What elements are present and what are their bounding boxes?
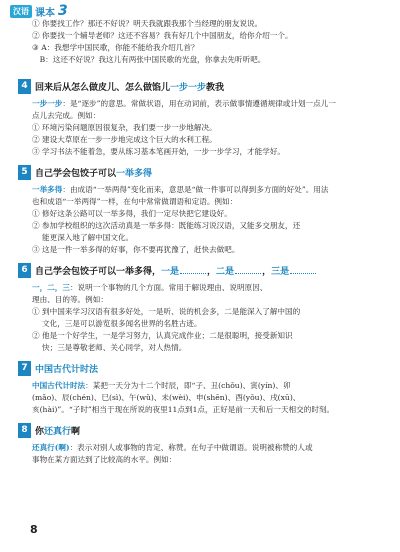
section-title: 你还真行啊 bbox=[35, 426, 81, 437]
list-item: ③ A：我想学中国民歌，你能不能给我介绍几首？ bbox=[32, 43, 199, 52]
list-item: ① 环境污染问题原因很复杂，我们要一步一步地解决。 bbox=[32, 123, 217, 132]
book-volume: 3 bbox=[58, 3, 68, 19]
section-number: 4 bbox=[18, 79, 31, 94]
section-heading bbox=[21, 78, 382, 94]
book-logo: 汉语 bbox=[10, 5, 32, 18]
list-item: ② 参加学校组织的这次活动真是一举多得：既能练习说汉语，又能多交朋友，还 bbox=[32, 221, 301, 230]
list-item: ① 到中国来学习汉语有很多好处，一是听、说的机会多，二是能深入了解中国的 bbox=[32, 307, 301, 316]
section-number: 5 bbox=[18, 165, 31, 180]
list-item: ② 建设大草原在一步一步地完成这个巨大的水利工程。 bbox=[32, 135, 217, 144]
explanation: 点儿去完成。例如： bbox=[32, 111, 101, 120]
list-item: 快；三是尊敬老师、关心同学，对人热情。 bbox=[32, 343, 187, 352]
explanation: 理由、目的等。例如： bbox=[32, 295, 108, 304]
list-item: 文化，三是可以游览很多闻名世界的名胜古迹。 bbox=[32, 319, 202, 328]
explanation: 一步一步：是“逐步”的意思。常做状语，用在动词前，表示做事情遵循规律或计划一点儿一 bbox=[32, 99, 336, 108]
page-number: 8 bbox=[30, 523, 38, 536]
explanation: 也和成语“一举两得”一样，在句中常常做谓语和定语。例如： bbox=[32, 197, 238, 206]
list-item: ③ 学习书法不能着急，要从练习基本笔画开始，一步一步学习，才能学好。 bbox=[32, 147, 286, 156]
book-badge bbox=[10, 3, 68, 19]
section-heading bbox=[21, 262, 382, 278]
explanation: 事物在某方面达到了比较高的水平。例如： bbox=[32, 455, 177, 464]
section-title: 自己学会包饺子可以一举多得 bbox=[35, 168, 153, 179]
list-item: ① 你要找工作？那还不好说？明天我就跟我那个当经理的朋友说说。 bbox=[32, 19, 263, 28]
section-heading bbox=[21, 360, 382, 376]
section-number: 7 bbox=[18, 361, 31, 376]
book-label: 课本 bbox=[35, 7, 55, 19]
section-heading bbox=[21, 422, 382, 438]
explanation: 亥(hài)”。“子时”相当于现在所说的夜里11点到1点，正好是前一天和后一天相交的时刻。 bbox=[32, 405, 335, 414]
section-title: 自己学会包饺子可以一举多得，一是 ，二是 ，三是 bbox=[35, 264, 317, 277]
list-item: ② 他是一个好学生，一是学习努力，认真完成作业；二是很聪明，接受新知识 bbox=[32, 331, 293, 340]
list-item: ③ 这是一件一举多得的好事，你不要再犹豫了，赶快去做吧。 bbox=[32, 245, 240, 254]
section-number: 6 bbox=[18, 263, 31, 278]
section-heading bbox=[21, 164, 382, 180]
list-item: 能更深入地了解中国文化。 bbox=[32, 233, 134, 242]
list-item: B：这还不好说？我这儿有两张中国民歌的光盘，你拿去先听听吧。 bbox=[32, 55, 266, 64]
explanation: 一，二，三：说明一个事物的几个方面。常用于解说理由、说明原因、 bbox=[32, 283, 268, 292]
page-content bbox=[21, 18, 382, 466]
section-title: 中国古代计时法 bbox=[35, 364, 99, 375]
explanation: 还真行(啊)：表示对别人或事物的肯定、称赞。在句子中做谓语。说明被称赞的人或 bbox=[32, 443, 313, 452]
explanation: 一举多得：由成语“一举两得”变化而来，意思是“做一件事可以得到多方面的好处”。用法 bbox=[32, 185, 329, 194]
list-item: ② 你要找一个辅导老师？这还不容易？我有好几个中国朋友，给你介绍一个。 bbox=[32, 31, 293, 40]
explanation: (mǎo)、辰(chén)、巳(sì)、午(wǔ)、未(wèi)、申(shēn)、酉(yǒu)、戌(xū)、 bbox=[32, 393, 301, 402]
list-item: ① 修好这条公路可以一举多得，我们一定尽快把它建设好。 bbox=[32, 209, 232, 218]
section-title: 回来后从怎么做皮儿、怎么做馅儿一步一步教我 bbox=[35, 82, 225, 93]
explanation: 中国古代计时法：某把一天分为十二个时辰，即“子、丑(chǒu)、寅(yín)、卯 bbox=[32, 381, 291, 390]
section-number: 8 bbox=[18, 423, 31, 438]
